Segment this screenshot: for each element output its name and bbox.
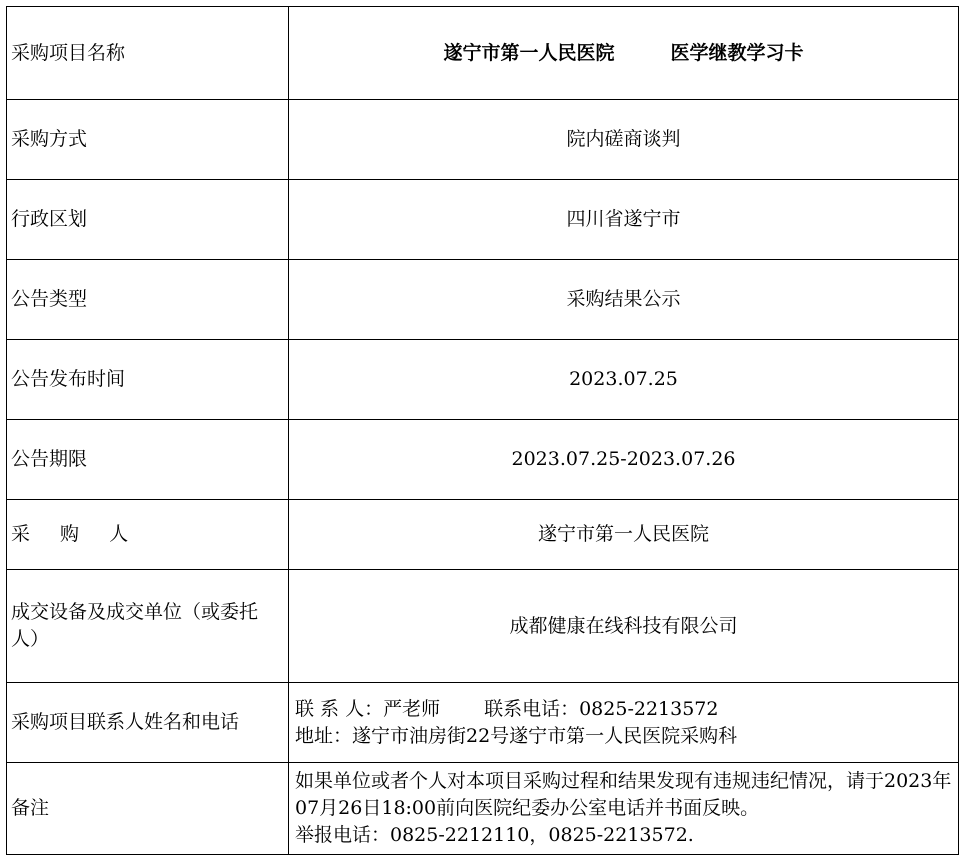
project-hospital: 遂宁市第一人民医院 xyxy=(443,41,615,64)
value-method: 院内磋商谈判 xyxy=(289,100,959,180)
value-publish-time: 2023.07.25 xyxy=(289,340,959,420)
project-item: 医学继教学习卡 xyxy=(670,41,804,64)
value-contact xyxy=(289,683,959,763)
contact-address: 地址：遂宁市油房街22号遂宁市第一人民医院采购科 xyxy=(295,724,738,747)
value-project-name xyxy=(289,7,959,100)
label-winner: 成交设备及成交单位（或委托人） xyxy=(7,570,289,683)
value-winner: 成都健康在线科技有限公司 xyxy=(289,570,959,683)
value-remarks xyxy=(289,763,959,855)
row-remarks xyxy=(7,763,959,855)
row-project-name xyxy=(7,7,959,100)
value-notice-type: 采购结果公示 xyxy=(289,260,959,340)
row-method xyxy=(7,100,959,180)
contact-person: 联 系 人：严老师 xyxy=(295,697,441,720)
label-publish-time: 公告发布时间 xyxy=(7,340,289,420)
label-region: 行政区划 xyxy=(7,180,289,260)
label-contact: 采购项目联系人姓名和电话 xyxy=(7,683,289,763)
row-notice-type xyxy=(7,260,959,340)
label-project-name: 采购项目名称 xyxy=(7,7,289,100)
row-winner xyxy=(7,570,959,683)
remarks-text: 如果单位或者个人对本项目采购过程和结果发现有违规违纪情况，请于2023年07月26日18:00前向医院纪委办公室电话并书面反映。 xyxy=(295,770,952,819)
label-purchaser: 采 购 人 xyxy=(7,500,289,570)
contact-phone: 联系电话：0825-2213572 xyxy=(484,697,719,720)
value-region: 四川省遂宁市 xyxy=(289,180,959,260)
label-remarks: 备注 xyxy=(7,763,289,855)
label-notice-type: 公告类型 xyxy=(7,260,289,340)
value-period: 2023.07.25-2023.07.26 xyxy=(289,420,959,500)
report-phone: 举报电话：0825-2212110，0825-2213572. xyxy=(295,824,694,846)
row-publish-time xyxy=(7,340,959,420)
value-purchaser: 遂宁市第一人民医院 xyxy=(289,500,959,570)
procurement-result-table xyxy=(6,6,959,855)
row-period xyxy=(7,420,959,500)
label-method: 采购方式 xyxy=(7,100,289,180)
row-contact xyxy=(7,683,959,763)
contact-line xyxy=(295,696,954,723)
label-period: 公告期限 xyxy=(7,420,289,500)
row-purchaser xyxy=(7,500,959,570)
row-region xyxy=(7,180,959,260)
